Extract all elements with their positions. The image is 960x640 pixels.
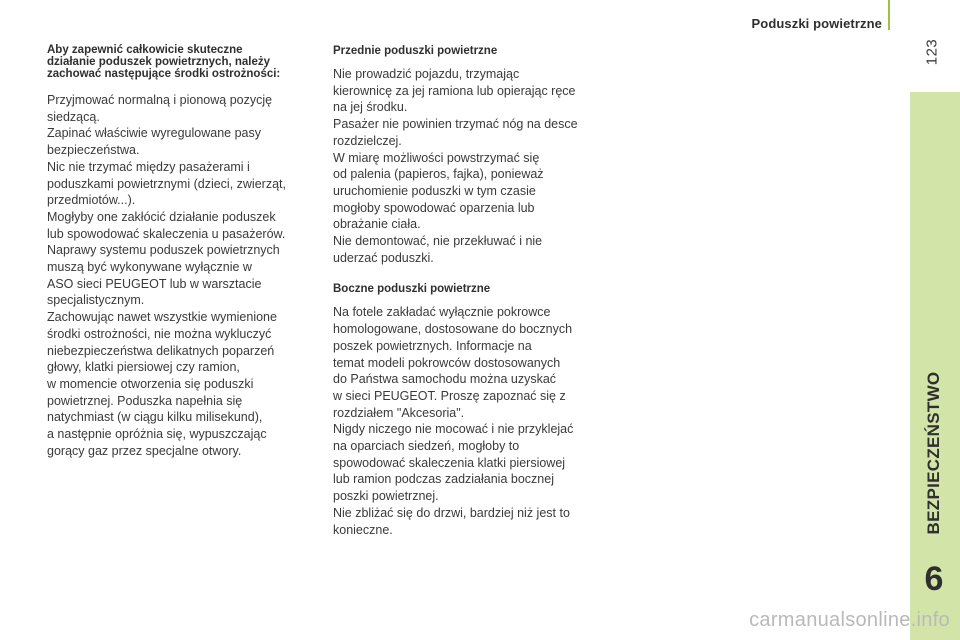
page-header-title: Poduszki powietrzne bbox=[751, 16, 882, 31]
left-column bbox=[47, 44, 315, 459]
chapter-number: 6 bbox=[924, 560, 944, 598]
front-airbags-text: Nie prowadzić pojazdu, trzymając kierownicę za jej ramiona lub opierając ręce na jej środku. Pasażer nie powinien trzymać nóg na desce rozdzielczej. W miarę możliwości powstrzymać się od palenia (papieros, fajka), ponieważ uruchomienie poduszki w tym czasie mogłoby spowodować oparzenia lub obrażanie ciała. Nie demontować, nie przekłuwać i nie uderzać poduszki. bbox=[333, 67, 578, 265]
precautions-heading: Aby zapewnić całkowicie skuteczne działanie poduszek powietrznych, należy zachować następujące środki ostrożności: bbox=[47, 44, 281, 80]
side-airbags-text: Na fotele zakładać wyłącznie pokrowce homologowane, dostosowane do bocznych poszek powietrznych. Informacje na temat modeli pokrowców dostosowanych do Państwa samochodu można uzyskać w sieci PEUGEOT. Proszę zapoznać się z rozdziałem "Akcesoria". Nigdy niczego nie mocować i nie przyklejać na oparciach siedzeń, mogłoby to spowodować skaleczenia klatki piersiowej lub ramion podczas zadziałania bocznej poszki powietrznej. Nie zbliżać się do drzwi, bardziej niż jest to konieczne. bbox=[333, 305, 574, 537]
side-airbags-heading: Boczne poduszki powietrzne bbox=[333, 283, 491, 296]
front-airbags-heading: Przednie poduszki powietrzne bbox=[333, 45, 498, 57]
precautions-text: Przyjmować normalną i pionową pozycję siedzącą. Zapinać właściwie wyregulowane pasy bezpieczeństwa. Nic nie trzymać między pasażerami i poduszkami powietrznymi (dzieci, zwierząt, przedmiotów...). Mogłyby one zakłócić działanie poduszek lub spowodować skaleczenia u pasażerów. Naprawy systemu poduszek powietrznych muszą być wykonywane wyłącznie w ASO sieci PEUGEOT lub w warsztacie specjalistycznym. Zachowując nawet wszystkie wymienione środki ostrożności, nie można wykluczyć niebezpieczeństwa delikatnych poparzeń głowy, klatki piersiowej czy ramion, w momencie otworzenia się poduszki powietrznej. Poduszka napełnia się natychmiast (w ciągu kilku milisekund), a następnie opróżnia się, wypuszczając gorący gaz przez specjalne otwory. bbox=[47, 93, 286, 458]
header-divider bbox=[888, 0, 890, 30]
section-label: BEZPIECZEŃSTWO bbox=[924, 371, 943, 535]
right-column bbox=[333, 44, 605, 538]
chapter-side-tab bbox=[910, 92, 960, 640]
page-number: 123 bbox=[923, 38, 941, 66]
watermark: carmanualsonline.info bbox=[749, 609, 950, 631]
